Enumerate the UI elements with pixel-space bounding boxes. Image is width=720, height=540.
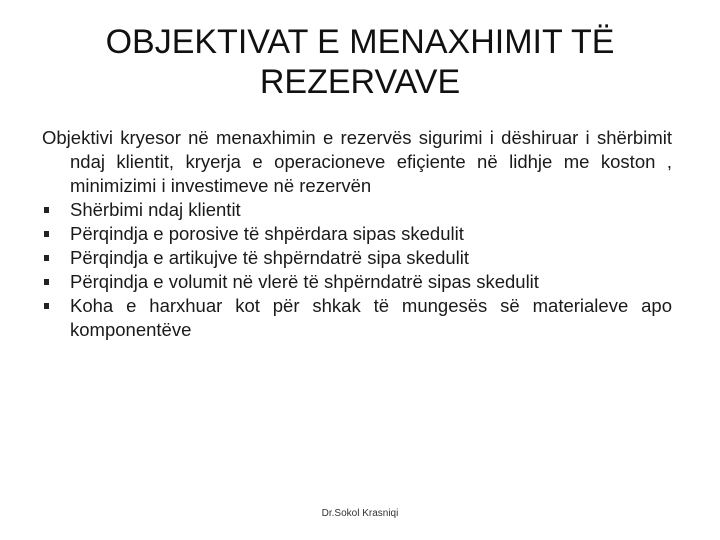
bullet-text: Koha e harxhuar kot për shkak të mungesës së materialeve apo komponentëve — [70, 295, 672, 340]
slide-footer: Dr.Sokol Krasniqi — [321, 508, 399, 519]
bullet-item — [42, 246, 672, 270]
square-bullet-icon — [44, 303, 49, 309]
bullet-item — [42, 294, 672, 342]
square-bullet-icon — [44, 255, 49, 261]
bullet-text: Përqindja e porosive të shpërdara sipas skedulit — [70, 223, 464, 244]
slide-body — [42, 126, 672, 342]
bullet-text: Përqindja e volumit në vlerë të shpërndatrë sipas skedulit — [70, 271, 539, 292]
intro-paragraph: Objektivi kryesor në menaxhimin e rezervës sigurimi i dëshiruar i shërbimit ndaj klientit, kryerja e operacioneve efiçiente në lidhje me koston , minimizimi i investimeve në rezervën — [42, 127, 672, 196]
bullet-item — [42, 198, 672, 222]
slide-title: OBJEKTIVAT E MENAXHIMIT TË REZERVAVE — [105, 23, 615, 101]
bullet-list — [42, 198, 672, 342]
square-bullet-icon — [44, 231, 49, 237]
bullet-text: Shërbimi ndaj klientit — [70, 199, 241, 220]
square-bullet-icon — [44, 207, 49, 213]
bullet-item — [42, 270, 672, 294]
bullet-item — [42, 222, 672, 246]
square-bullet-icon — [44, 279, 49, 285]
bullet-text: Përqindja e artikujve të shpërndatrë sipa skedulit — [70, 247, 470, 268]
